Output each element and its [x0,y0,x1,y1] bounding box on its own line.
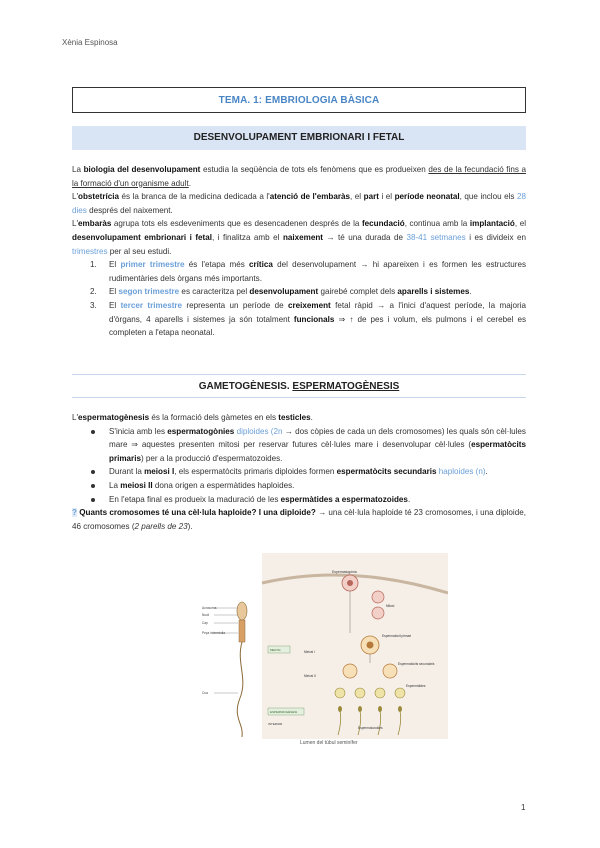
list-item: Durant la meiosi I, els espermatòcits primaris diploides formen espermatòcits secundaris haploides (n). [72,465,526,479]
list-item: 1. El primer trimestre és l'etapa més crítica del desenvolupament → hi apareixen i es formen les estructures rudimentàries dels òrgans més importants. [90,260,526,283]
figure-label: Meiosi I [304,650,315,654]
figure-label: Espermatozoides [358,726,383,730]
list-item: En l'etapa final es produeix la maduració de les espermàtides a espermatozoides. [72,493,526,507]
list-item: 3. El tercer trimestre representa un període de creixement fetal ràpid → a l'inici d'aquest període, la majoria d'òrgans, 4 aparells i sistemes ja són totalment funcionals ⇒ ↑ de pes i volum, els pulmons i el cerebel es completen a l'etapa neonatal. [90,300,526,338]
spermatogenesis-figure [200,553,448,739]
figure-label: Espermàtides [406,684,426,688]
figure-label: Mitosi [386,604,395,608]
section-heading-gametogenesis: GAMETOGÈNESIS. ESPERMATOGÈNESIS [72,374,526,398]
section-heading-desenvolupament: DESENVOLUPAMENT EMBRIONARI I FETAL [72,126,526,150]
figure-label: Cap [202,621,208,625]
list-item: La meiosi II dona origen a espermàtides haploides. [72,479,526,493]
figure-label: Espermatòcit primari [382,634,412,638]
paragraph-espermatogenesis: L'espermatogènesis és la formació dels gàmetes en els testicles. [72,413,313,422]
question-paragraph: ? Quants cromosomes té una cèl·lula haploide? I una diploide? → una cèl·lula haploide té 23 cromosomes, i una diploide, 46 cromosomes (2 parells de 23). [72,508,526,531]
figure-label: ESPERMIOGÈNESI [270,710,298,714]
figure-label: Cua [202,691,208,695]
figure-label: INTERIOR [268,722,283,726]
figure-label: Acrosoma [202,606,217,610]
section1-body [72,163,526,340]
paragraph-biologia: La biologia del desenvolupament estudia la seqüència de tots els fenòmens que es produeixen des de la fecundació fins a la formació d'un organisme adult. [72,165,527,188]
paragraph-obstetricia: L'obstetrícia és la branca de la medicina dedicada a l'atenció de l'embaràs, el part i el període neonatal, que inclou els 28 dies després del naixement. [72,192,527,215]
author-name: Xènia Espinosa [62,38,118,47]
list-item: S'inicia amb les espermatogònies diploides (2n → dos còpies de cada un dels cromosomes) les quals són cèl·lules mare ⇒ aquestes presenten mitosi per reservar futures cèl·lules mare i desenvolupar cèl·lules (espermatòcits primaris) per a la producció d'espermatozoides. [72,425,526,466]
paragraph-embaras: L'embaràs agrupa tots els esdeveniments que es desencadenen després de la fecundació, continua amb la implantació, el desenvolupament embrionari i fetal, i finalitza amb el naixement → té una durada de 38-41 setmanes i es divideix en trimestres per al seu estudi. [72,219,526,256]
trimester-list [72,258,526,340]
page-number: 1 [521,803,526,812]
figure-label: Meiosi II [304,674,316,678]
spermatogenesis-list [72,425,526,507]
sperm-diagram [202,602,247,737]
figure-label: Espermatogònia [332,570,357,574]
list-item: 2. El segon trimestre es caracteritza pel desenvolupament gairebé complet dels aparells i sistemes. [90,287,472,297]
section2-body [72,411,526,533]
page-title: TEMA. 1: EMBRIOLOGIA BÀSICA [72,87,526,113]
figure-label: Nucli [202,613,210,617]
figure-label: Peça intermèdia [202,631,226,635]
figure-label: Espermatòcits secundaris [398,662,435,666]
figure-caption: Lumen del túbul seminífer [300,740,358,746]
figure-label: MEIOSI [270,648,281,652]
